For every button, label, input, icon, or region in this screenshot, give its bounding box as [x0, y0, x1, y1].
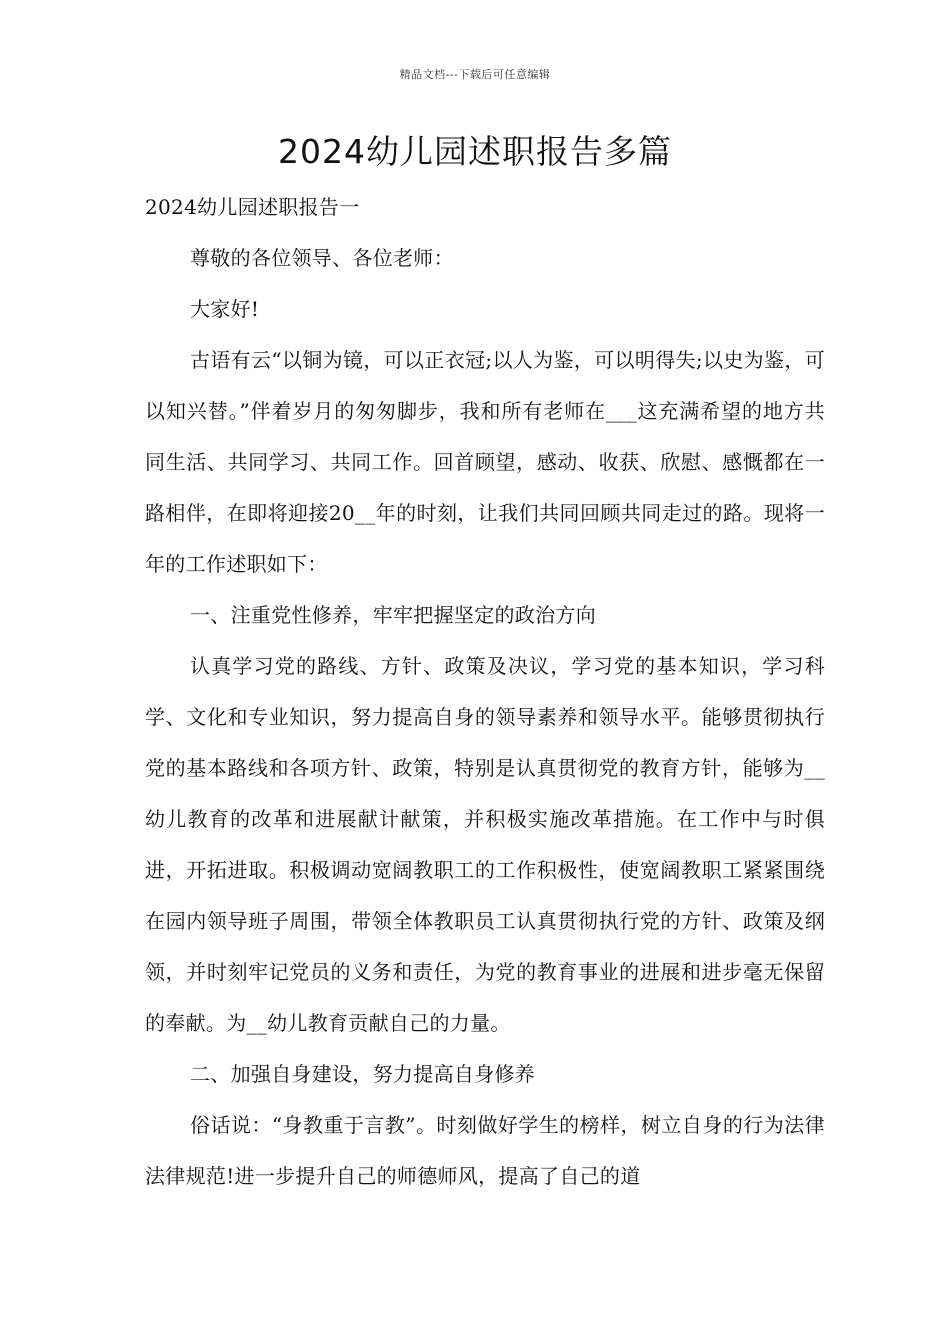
- paragraph: 认真学习党的路线、方针、政策及决议，学习党的基本知识，学习科学、文化和专业知识，努力提高自身的领导素养和领导水平。能够贯彻执行党的基本路线和各项方针、政策，特别是认真贯彻党的教育方针，能够为__幼儿教育的改革和进展献计献策，并积极实施改革措施。在工作中与时俱进，开拓进取。积极调动宽阔教职工的工作积极性，使宽阔教职工紧紧围绕在园内领导班子周围，带领全体教职员工认真贯彻执行党的方针、政策及纲领，并时刻牢记党员的义务和责任，为党的教育事业的进展和进步毫无保留的奉献。为__幼儿教育贡献自己的力量。: [145, 654, 825, 1035]
- paragraph: 古语有云“以铜为镜，可以正衣冠;以人为鉴，可以明得失;以史为鉴，可以知兴替。”伴着岁月的匆匆脚步，我和所有老师在___这充满希望的地方共同生活、共同学习、共同工作。回首顾望，感动、收获、欣慰、感慨都在一路相伴，在即将迎接20__年的时刻，让我们共同回顾共同走过的路。现将一年的工作述职如下：: [145, 348, 825, 576]
- paragraph: 俗话说：“身教重于言教”。时刻做好学生的榜样，树立自身的行为法律法律规范!进一步提升自己的师德师风，提高了自己的道: [145, 1113, 825, 1188]
- subheading: 二、加强自身建设，努力提高自身修养: [190, 1062, 536, 1086]
- document-title: 2024幼儿园述职报告多篇: [278, 132, 672, 171]
- section-heading: 2024幼儿园述职报告一: [145, 195, 360, 219]
- document-body: [145, 182, 825, 1202]
- header-note: 精品文档---下载后可任意编辑: [399, 68, 551, 81]
- greeting: 大家好!: [190, 297, 260, 321]
- subheading: 一、注重党性修养，牢牢把握坚定的政治方向: [190, 603, 596, 627]
- salutation: 尊敬的各位领导、各位老师：: [190, 246, 454, 270]
